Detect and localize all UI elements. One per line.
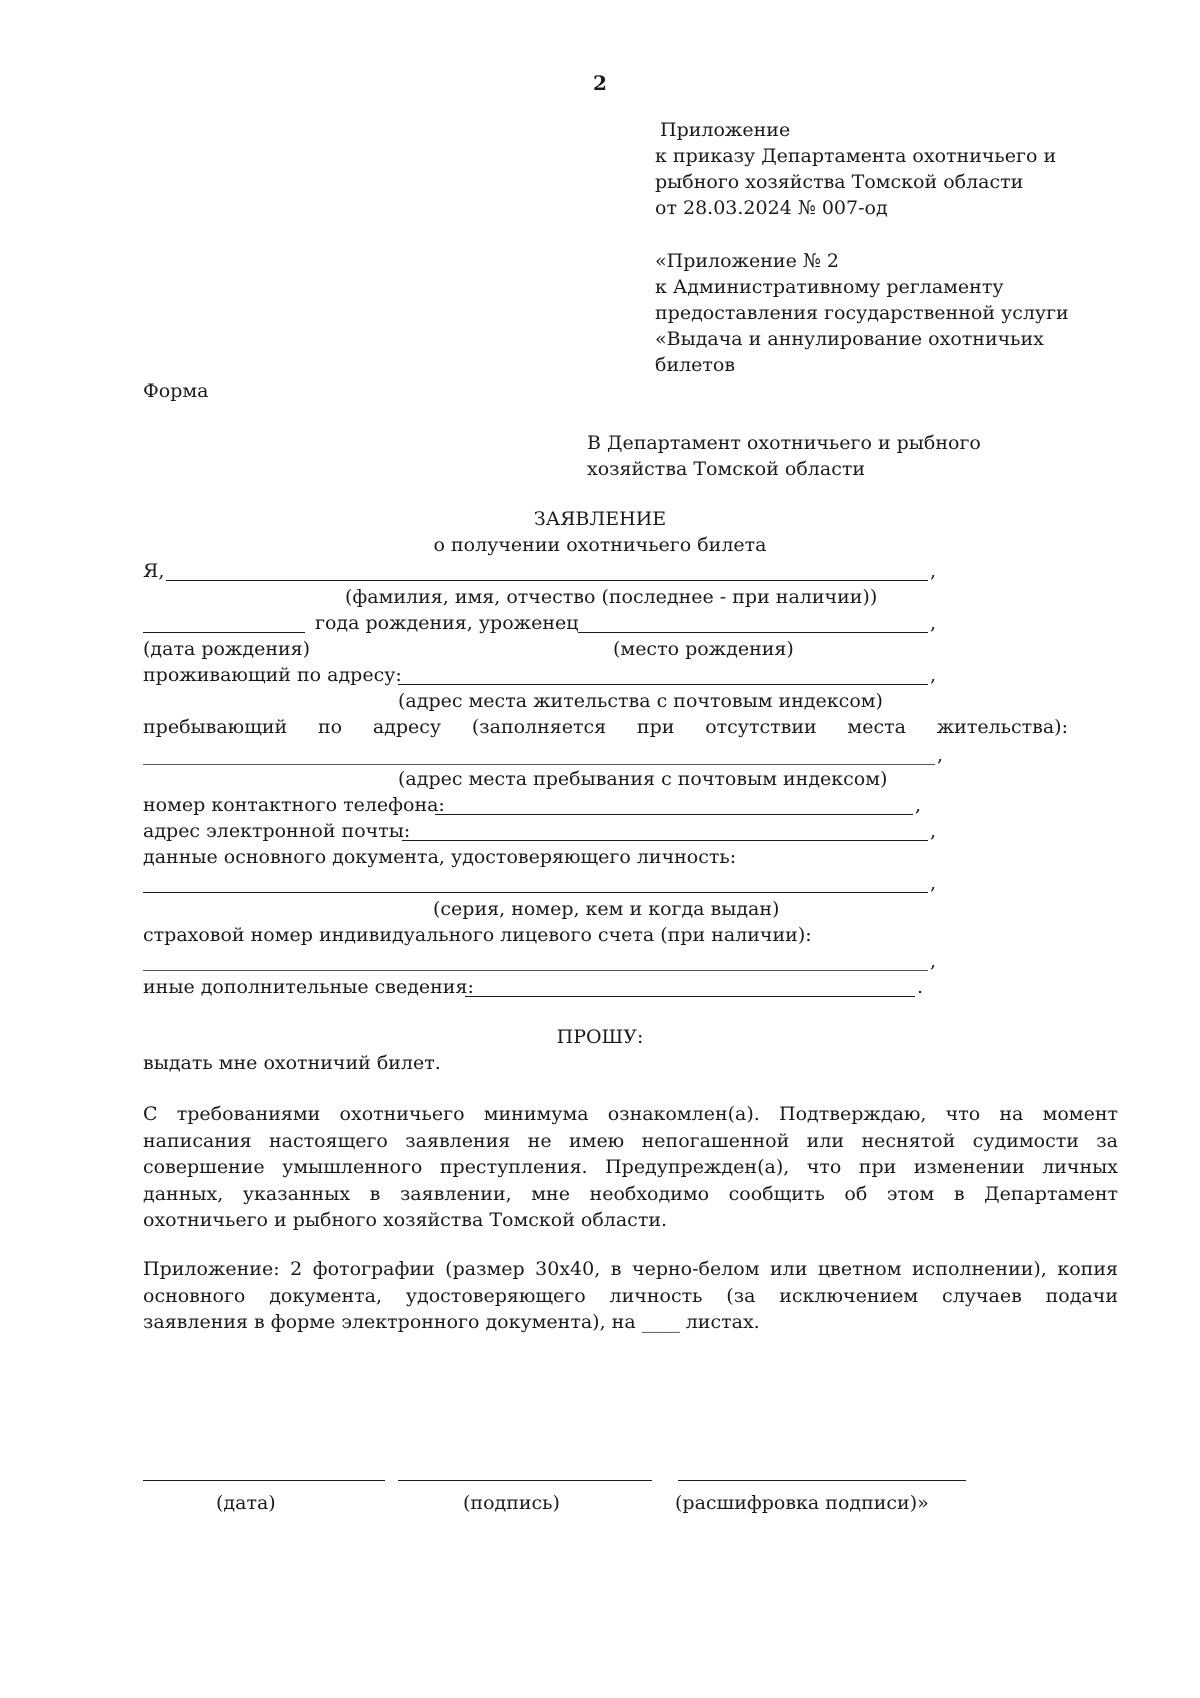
page-number: 2 bbox=[593, 71, 607, 95]
birth-place-hint: (место рождения) bbox=[613, 638, 794, 660]
declaration-line: совершение умышленного преступления. Предупрежден(а), что при изменении личных bbox=[143, 1156, 1118, 1178]
residence-label: проживающий по адресу: bbox=[143, 664, 402, 686]
request-heading: ПРОШУ: bbox=[556, 1026, 644, 1048]
name-prefix: Я, bbox=[143, 560, 165, 582]
stay-label: пребывающий по адресу (заполняется при отсутствии места жительства): bbox=[143, 716, 1068, 738]
appendix-line: рыбного хозяйства Томской области bbox=[655, 171, 1024, 193]
comma: , bbox=[915, 794, 922, 816]
id-doc-label: данные основного документа, удостоверяющего личность: bbox=[143, 846, 737, 868]
attachment-paragraph bbox=[143, 1256, 1118, 1336]
attachment-line: основного документа, удостоверяющего личность (за исключением случаев подачи bbox=[143, 1284, 1118, 1307]
document-subtitle: о получении охотничьего билета bbox=[433, 534, 767, 556]
decoding-signature-line[interactable] bbox=[678, 1480, 966, 1481]
attachment-line: заявления в форме электронного документа), на ____ листах. bbox=[143, 1311, 760, 1333]
regulation-line: билетов bbox=[655, 354, 736, 376]
comma: , bbox=[937, 744, 944, 766]
residence-input-line[interactable] bbox=[398, 684, 928, 685]
phone-input-line[interactable] bbox=[435, 814, 913, 815]
declaration-line: написания настоящего заявления не имею непогашенной или неснятой судимости за bbox=[143, 1129, 1118, 1152]
id-doc-input-line[interactable] bbox=[143, 892, 928, 893]
comma: , bbox=[930, 560, 937, 582]
birth-date-input-line[interactable] bbox=[143, 632, 305, 633]
appendix-line: Приложение bbox=[660, 119, 791, 141]
request-text: выдать мне охотничий билет. bbox=[143, 1052, 441, 1074]
residence-hint: (адрес места жительства с почтовым индексом) bbox=[398, 690, 883, 712]
date-hint: (дата) bbox=[216, 1492, 276, 1514]
declaration-line: С требованиями охотничьего минимума ознакомлен(а). Подтверждаю, что на момент bbox=[143, 1103, 1118, 1125]
decoding-hint: (расшифровка подписи)» bbox=[675, 1492, 929, 1514]
addressee-line: В Департамент охотничьего и рыбного bbox=[587, 432, 981, 454]
date-signature-line[interactable] bbox=[143, 1480, 385, 1481]
appendix-line: от 28.03.2024 № 007-од bbox=[655, 197, 888, 219]
attachment-line: Приложение: 2 фотографии (размер 30х40, в черно-белом или цветном исполнении), копия bbox=[143, 1258, 1118, 1280]
email-input-line[interactable] bbox=[402, 840, 928, 841]
document-title: ЗАЯВЛЕНИЕ bbox=[533, 508, 667, 530]
period: . bbox=[917, 976, 924, 998]
phone-label: номер контактного телефона: bbox=[143, 794, 445, 816]
name-input-line[interactable] bbox=[166, 580, 928, 581]
comma: , bbox=[930, 820, 937, 842]
id-doc-hint: (серия, номер, кем и когда выдан) bbox=[433, 898, 780, 920]
comma: , bbox=[930, 612, 937, 634]
comma: , bbox=[930, 664, 937, 686]
stay-hint: (адрес места пребывания с почтовым индексом) bbox=[398, 768, 888, 790]
declaration-line: охотничьего и рыбного хозяйства Томской области. bbox=[143, 1209, 668, 1231]
name-hint: (фамилия, имя, отчество (последнее - при наличии)) bbox=[345, 586, 878, 608]
stay-input-line[interactable] bbox=[143, 764, 935, 765]
snils-input-line[interactable] bbox=[143, 970, 928, 971]
birth-year-text: года рождения, уроженец bbox=[315, 612, 579, 634]
regulation-line: «Выдача и аннулирование охотничьих bbox=[655, 328, 1044, 350]
regulation-line: «Приложение № 2 bbox=[655, 250, 839, 272]
form-label: Форма bbox=[143, 380, 209, 402]
other-label: иные дополнительные сведения: bbox=[143, 976, 474, 998]
signature-hint: (подпись) bbox=[463, 1492, 560, 1514]
birth-place-input-line[interactable] bbox=[578, 632, 928, 633]
other-input-line[interactable] bbox=[465, 996, 915, 997]
email-label: адрес электронной почты: bbox=[143, 820, 411, 842]
birth-date-hint: (дата рождения) bbox=[143, 638, 311, 660]
snils-label: страховой номер индивидуального лицевого счета (при наличии): bbox=[143, 924, 812, 946]
declaration-paragraph bbox=[143, 1101, 1118, 1234]
regulation-line: к Административному регламенту bbox=[655, 276, 1004, 298]
declaration-line: данных, указанных в заявлении, мне необходимо сообщить об этом в Департамент bbox=[143, 1182, 1118, 1205]
appendix-line: к приказу Департамента охотничьего и bbox=[655, 145, 1057, 167]
comma: , bbox=[930, 872, 937, 894]
regulation-line: предоставления государственной услуги bbox=[655, 302, 1069, 324]
comma: , bbox=[930, 950, 937, 972]
addressee-line: хозяйства Томской области bbox=[587, 458, 866, 480]
signature-line[interactable] bbox=[398, 1480, 652, 1481]
